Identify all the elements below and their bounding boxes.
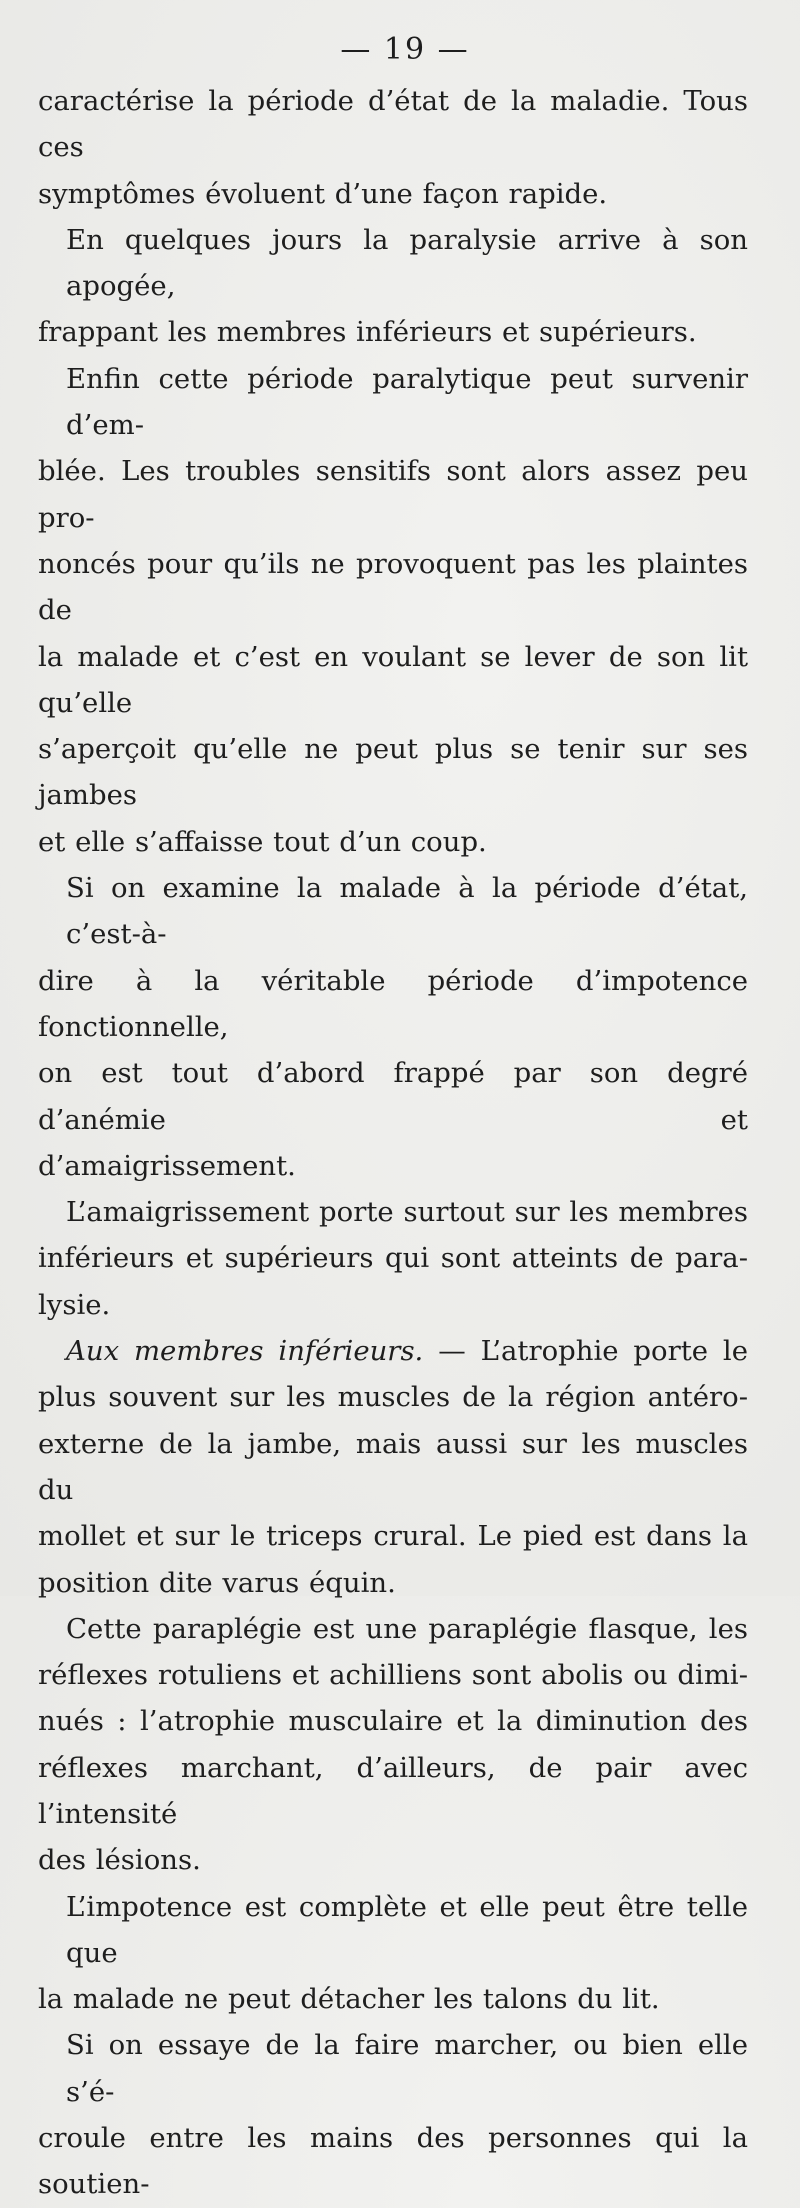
text-line: lysie. [38,1288,111,1321]
text-line-rest: — L’atrophie porte le [423,1335,748,1368]
paragraph-7 [38,1606,748,1884]
paragraph-3 [38,356,748,865]
paragraph-9 [38,2022,748,2207]
text-line: caractérise la période d’état de la maladie. Tous ces [38,85,748,164]
book-page [38,22,748,2208]
text-line: mollet et sur le triceps crural. Le pied est dans la [38,1520,748,1553]
paragraph-8 [38,1884,748,2023]
paragraph-4 [38,865,748,1189]
paragraph-6 [38,1328,748,1606]
text-line: réflexes rotuliens et achilliens sont abolis ou dimi- [38,1659,748,1692]
text-line: inférieurs et supérieurs qui sont atteints de para- [38,1242,748,1275]
text-line: position dite varus équin. [38,1566,396,1599]
text-line: Cette paraplégie est une paraplégie flasque, les [66,1612,748,1645]
text-line: dire à la véritable période d’impotence fonctionnelle, [38,964,748,1043]
text-line: d’amaigrissement. [38,1149,296,1182]
text-line: Enfin cette période paralytique peut survenir d’em- [66,362,748,442]
paragraph-5 [38,1189,748,1328]
section-heading-italic: Aux membres inférieurs. [66,1335,424,1368]
text-line: réflexes marchant, d’ailleurs, de pair avec l’intensité [38,1751,748,1830]
text-line: nués : l’atrophie musculaire et la diminution des [38,1705,748,1738]
text-line: des lésions. [38,1844,201,1877]
text-line [38,1328,748,1374]
text-line: L’impotence est complète et elle peut être telle que [66,1890,748,1969]
text-line: blée. Les troubles sensitifs sont alors assez peu pro- [38,455,748,534]
text-line: croule entre les mains des personnes qui la soutien- [38,2122,748,2201]
text-line: plus souvent sur les muscles de la région antéro- [38,1381,748,1414]
text-line: et elle s’affaisse tout d’un coup. [38,825,487,858]
paragraph-1 [38,78,748,217]
text-line: En quelques jours la paralysie arrive à son apogée, [66,223,748,303]
page-number: — 19 — [340,32,470,67]
text-line: symptômes évoluent d’une façon rapide. [38,177,608,210]
text-line: la malade ne peut détacher les talons du lit. [38,1983,660,2016]
text-line: la malade et c’est en voulant se lever de son lit qu’elle [38,640,748,719]
text-line: L’amaigrissement porte surtout sur les membres [66,1196,748,1229]
text-line: Si on examine la malade à la période d’état, c’est-à- [66,872,748,951]
paragraph-2 [38,217,748,356]
text-line: externe de la jambe, mais aussi sur les muscles du [38,1427,748,1506]
text-line: s’aperçoit qu’elle ne peut plus se tenir sur ses jambes [38,733,748,812]
text-line: Si on essaye de la faire marcher, ou bien elle s’é- [66,2029,748,2108]
text-line: frappant les membres inférieurs et supérieurs. [38,316,697,349]
text-line: noncés pour qu’ils ne provoquent pas les plaintes de [38,547,748,627]
text-line: on est tout d’abord frappé par son degré d’anémie et [38,1057,748,1136]
